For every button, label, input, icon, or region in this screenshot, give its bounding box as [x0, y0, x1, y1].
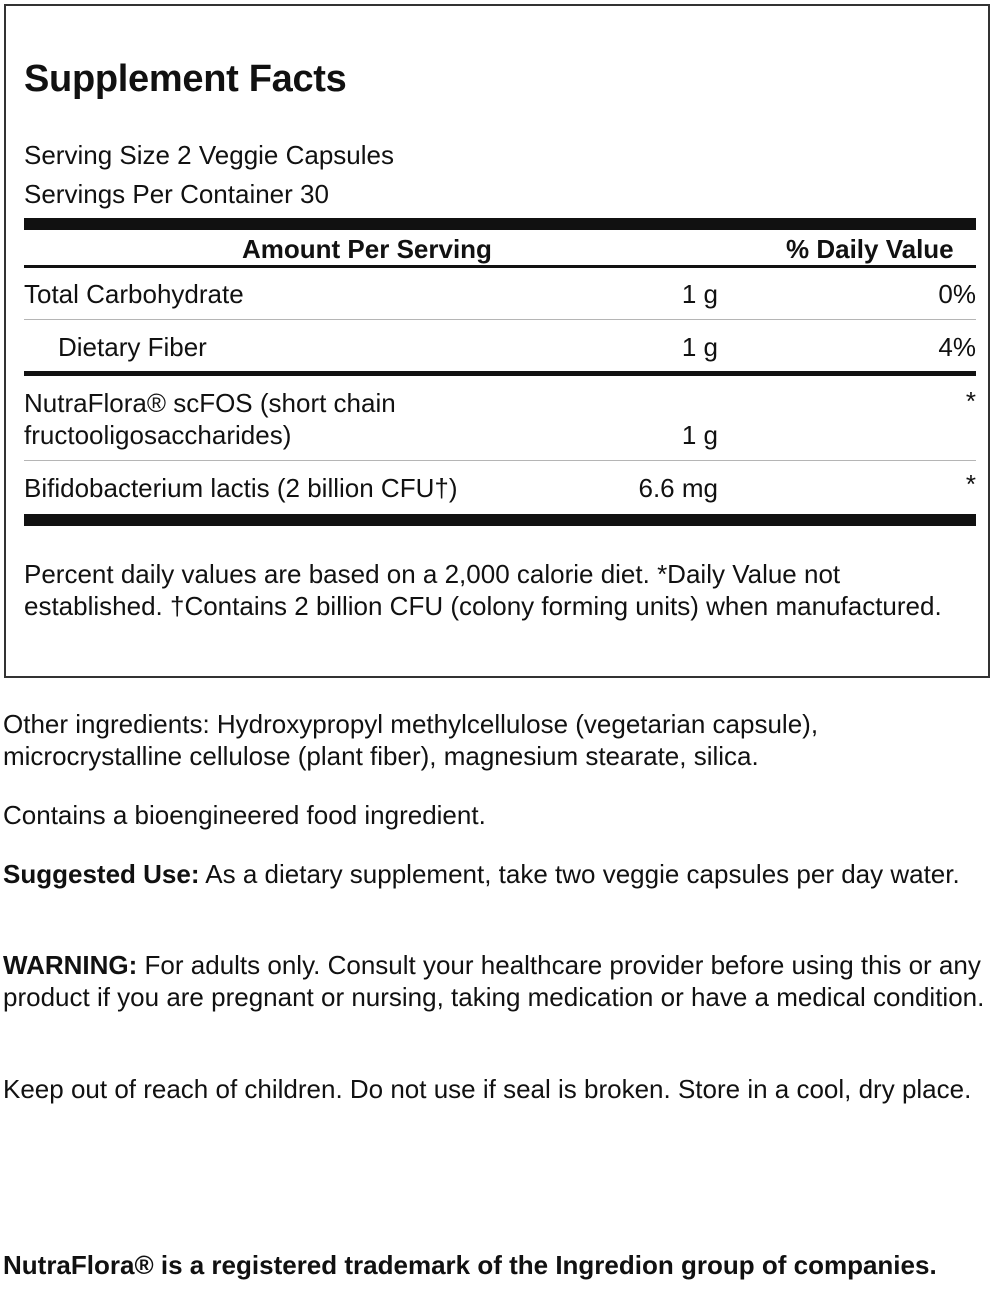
warning-text: For adults only. Consult your healthcare provider before using this or any product if you are pregnant or nursing, taking medication or have a medical condition. — [3, 950, 985, 1012]
nutrient-amount-nutraflora: 1 g — [681, 420, 718, 450]
nutrient-amount-total-carbohydrate: 1 g — [681, 279, 718, 309]
suggested-use-label: Suggested Use: — [3, 859, 200, 889]
thick-divider-top — [24, 218, 976, 230]
row-divider — [24, 460, 976, 461]
facts-title: Supplement Facts — [24, 58, 347, 100]
storage-instructions: Keep out of reach of children. Do not use if seal is broken. Store in a cool, dry place. — [3, 1074, 972, 1104]
trademark-notice: NutraFlora® is a registered trademark of the Ingredion group of companies. — [3, 1250, 937, 1280]
suggested-use — [3, 858, 988, 890]
other-ingredients: Other ingredients: Hydroxypropyl methylcellulose (vegetarian capsule), microcrystalline cellulose (plant fiber), magnesium stearate, silica. — [3, 709, 819, 771]
nutrient-name-nutraflora-line1: NutraFlora® scFOS (short chain — [24, 388, 396, 418]
nutrient-name-dietary-fiber: Dietary Fiber — [58, 332, 207, 362]
supplement-facts-panel — [4, 4, 990, 678]
header-divider — [24, 265, 976, 268]
serving-size: Serving Size 2 Veggie Capsules — [24, 140, 395, 170]
nutrient-amount-dietary-fiber: 1 g — [681, 332, 718, 362]
section-divider — [24, 371, 976, 376]
servings-per-container: Servings Per Container 30 — [24, 179, 329, 209]
nutrient-dv-nutraflora: * — [965, 386, 976, 416]
facts-footnote: Percent daily values are based on a 2,000 calorie diet. *Daily Value not established. †Contains 2 billion CFU (colony forming units) when manufactured. — [24, 559, 942, 621]
nutrient-name-nutraflora-line2: fructooligosaccharides) — [24, 420, 292, 450]
thick-divider-bottom — [24, 514, 976, 526]
nutrient-name-bifidobacterium: Bifidobacterium lactis (2 billion CFU†) — [24, 473, 458, 503]
row-divider — [24, 319, 976, 320]
nutrient-dv-total-carbohydrate: 0% — [938, 279, 976, 309]
warning — [3, 949, 988, 1013]
bioengineered-notice: Contains a bioengineered food ingredient. — [3, 800, 486, 830]
nutrient-dv-bifidobacterium: * — [965, 469, 976, 499]
warning-label: WARNING: — [3, 950, 138, 980]
nutrient-name-total-carbohydrate: Total Carbohydrate — [24, 279, 244, 309]
nutrient-amount-bifidobacterium: 6.6 mg — [638, 473, 718, 503]
header-daily-value: % Daily Value — [786, 234, 954, 264]
suggested-use-text: As a dietary supplement, take two veggie capsules per day water. — [199, 859, 960, 889]
header-amount-per-serving: Amount Per Serving — [242, 234, 492, 264]
nutrient-dv-dietary-fiber: 4% — [938, 332, 976, 362]
